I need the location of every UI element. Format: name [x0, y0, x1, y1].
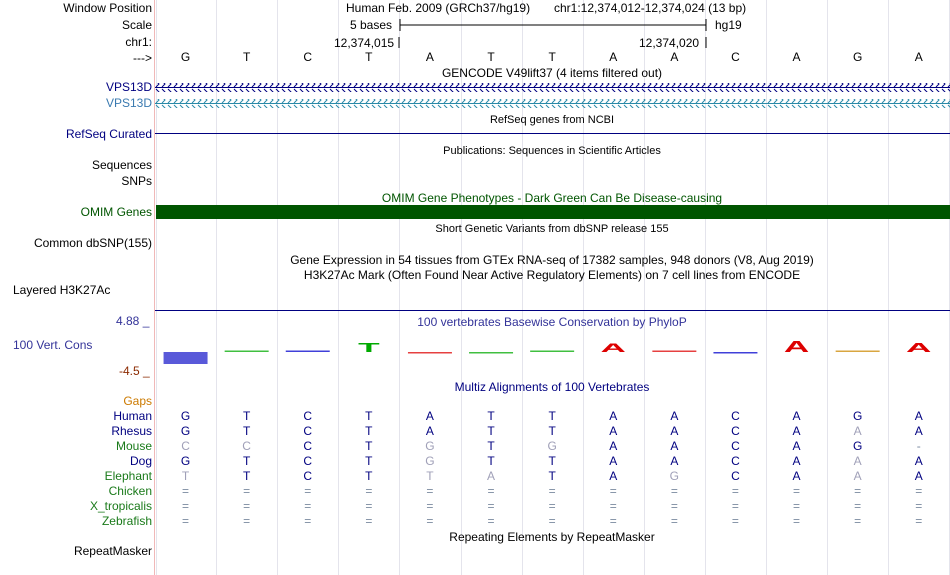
phylop-letter: A: [906, 340, 932, 355]
aligned-base: =: [426, 484, 434, 498]
aligned-base: =: [854, 499, 862, 513]
gtex-track-title: Gene Expression in 54 tissues from GTEx RNA-seq of 17382 samples, 948 donors (V8, Aug 2019): [290, 253, 814, 267]
species-label[interactable]: Rhesus: [111, 424, 152, 438]
phylop-bar: [164, 352, 208, 364]
aligned-base: A: [609, 439, 618, 453]
aligned-base: A: [914, 409, 923, 423]
aligned-base: C: [303, 469, 313, 483]
aligned-base: T: [548, 424, 556, 438]
refseq-track-title: RefSeq genes from NCBI: [489, 114, 615, 126]
ruler-pos-right: 12,374,020: [639, 36, 700, 50]
aligned-base: =: [243, 514, 251, 528]
short-variants-title: Short Genetic Variants from dbSNP release 155: [435, 223, 669, 235]
phylop-letter: A: [600, 341, 626, 355]
aligned-base: T: [365, 424, 373, 438]
aligned-base: G: [669, 469, 680, 483]
aligned-base: =: [915, 499, 923, 513]
aligned-base: A: [425, 409, 434, 423]
aligned-base: A: [914, 454, 923, 468]
aligned-base: A: [914, 469, 923, 483]
aligned-base: A: [853, 454, 862, 468]
phylop-letter: A: [783, 337, 810, 356]
aligned-base: =: [670, 484, 678, 498]
reference-base: C: [303, 50, 313, 64]
aligned-base: =: [793, 484, 801, 498]
assembly-name: Human Feb. 2009 (GRCh37/hg19): [346, 1, 531, 15]
gaps-label[interactable]: Gaps: [123, 394, 152, 408]
aligned-base: G: [547, 439, 557, 453]
h3k27ac-label[interactable]: Layered H3K27Ac: [13, 283, 111, 297]
phylop-bar: [286, 351, 330, 353]
aligned-base: T: [487, 439, 495, 453]
aligned-base: =: [304, 484, 312, 498]
scale-label: Scale: [121, 18, 152, 32]
aligned-base: =: [243, 484, 251, 498]
publications-track-title: Publications: Sequences in Scientific Articles: [443, 145, 661, 157]
aligned-base: =: [609, 484, 617, 498]
refseq-line: [155, 133, 950, 135]
aligned-base: C: [731, 439, 740, 453]
aligned-base: =: [243, 499, 251, 513]
aligned-base: A: [609, 469, 618, 483]
aligned-base: A: [609, 454, 618, 468]
species-label[interactable]: Zebrafish: [101, 514, 152, 528]
aligned-base: C: [242, 439, 251, 453]
aligned-base: =: [365, 499, 373, 513]
species-label[interactable]: Human: [113, 409, 152, 423]
aligned-base: T: [242, 424, 251, 438]
aligned-base: =: [365, 514, 373, 528]
aligned-base: =: [182, 514, 190, 528]
aligned-base: =: [670, 514, 678, 528]
reference-base: T: [548, 50, 556, 64]
phylop-bar: [530, 351, 574, 353]
aligned-base: =: [304, 514, 312, 528]
aligned-base: =: [426, 514, 434, 528]
scale-text: 5 bases: [350, 18, 393, 32]
aligned-base: C: [303, 409, 313, 423]
reference-base: T: [365, 50, 373, 64]
aligned-base: =: [182, 484, 190, 498]
aligned-base: C: [303, 439, 313, 453]
aligned-base: =: [731, 484, 739, 498]
aligned-base: =: [793, 499, 801, 513]
conservation-track-title: 100 vertebrates Basewise Conservation by PhyloP: [417, 315, 687, 329]
aligned-base: C: [731, 424, 740, 438]
aligned-base: =: [548, 484, 556, 498]
omim-track-label[interactable]: OMIM Genes: [80, 205, 152, 219]
cons-min-label: -4.5 _: [119, 364, 150, 378]
aligned-base: =: [854, 514, 862, 528]
phylop-bar: [225, 351, 269, 353]
position-range[interactable]: chr1:12,374,012-12,374,024 (13 bp): [554, 1, 747, 15]
db-label: hg19: [715, 18, 742, 32]
aligned-base: =: [426, 499, 434, 513]
phylop-bar: [408, 352, 452, 354]
aligned-base: =: [915, 484, 923, 498]
aligned-base: T: [242, 409, 251, 423]
conservation-label[interactable]: 100 Vert. Cons: [13, 338, 93, 352]
aligned-base: A: [792, 454, 801, 468]
scale-bar: [0, 0, 950, 60]
aligned-base: A: [670, 409, 679, 423]
aligned-base: =: [548, 514, 556, 528]
aligned-base: T: [242, 469, 251, 483]
aligned-base: C: [303, 424, 313, 438]
aligned-base: G: [852, 409, 863, 423]
aligned-base: =: [915, 514, 923, 528]
common-dbsnp-label[interactable]: Common dbSNP(155): [33, 236, 152, 250]
aligned-base: C: [731, 454, 740, 468]
aligned-base: A: [792, 424, 801, 438]
reference-base: A: [792, 50, 801, 64]
aligned-base: G: [180, 409, 191, 423]
aligned-base: C: [303, 454, 313, 468]
sequences-label[interactable]: Sequences: [91, 158, 152, 172]
reference-base: T: [242, 50, 251, 64]
aligned-base: =: [731, 514, 739, 528]
aligned-base: T: [487, 424, 495, 438]
aligned-base: A: [670, 454, 679, 468]
aligned-base: T: [181, 469, 190, 483]
aligned-base: C: [731, 469, 740, 483]
aligned-base: =: [182, 499, 190, 513]
aligned-base: T: [548, 454, 556, 468]
aligned-base: A: [609, 409, 618, 423]
phylop-bar: [652, 351, 696, 353]
aligned-base: A: [914, 424, 923, 438]
aligned-base: T: [548, 409, 556, 423]
aligned-base: C: [181, 439, 190, 453]
aligned-base: T: [242, 454, 251, 468]
aligned-base: A: [792, 409, 801, 423]
aligned-base: G: [425, 454, 435, 468]
aligned-base: T: [365, 454, 373, 468]
aligned-base: T: [487, 409, 495, 423]
aligned-base: T: [487, 454, 495, 468]
aligned-base: =: [670, 499, 678, 513]
aligned-base: G: [852, 439, 863, 453]
aligned-base: =: [487, 484, 495, 498]
cons-max-label: 4.88 _: [116, 314, 150, 328]
strand-label: --->: [133, 51, 152, 65]
species-label[interactable]: X_tropicalis: [89, 499, 152, 513]
reference-base: G: [180, 50, 191, 64]
aligned-base: -: [916, 439, 921, 453]
multiz-track-title: Multiz Alignments of 100 Vertebrates: [454, 380, 650, 394]
reference-base: A: [914, 50, 923, 64]
aligned-base: A: [792, 439, 801, 453]
aligned-base: =: [487, 514, 495, 528]
phylop-bar: [836, 351, 880, 353]
reference-base: C: [731, 50, 740, 64]
refseq-track-label[interactable]: RefSeq Curated: [65, 127, 152, 141]
aligned-base: T: [365, 409, 373, 423]
aligned-base: A: [670, 439, 679, 453]
aligned-base: A: [425, 424, 434, 438]
species-label[interactable]: Elephant: [104, 469, 152, 483]
h3k27ac-baseline: [155, 310, 950, 312]
reference-base: T: [487, 50, 495, 64]
aligned-base: T: [548, 469, 556, 483]
aligned-base: =: [365, 484, 373, 498]
aligned-base: C: [731, 409, 740, 423]
aligned-base: G: [425, 439, 435, 453]
snps-label[interactable]: SNPs: [121, 174, 152, 188]
gene-vps13d-1[interactable]: VPS13D: [105, 80, 152, 94]
phylop-logo: [155, 330, 950, 370]
aligned-base: =: [793, 514, 801, 528]
reference-base: A: [670, 50, 679, 64]
aligned-base: =: [731, 499, 739, 513]
aligned-base: =: [609, 499, 617, 513]
omim-gene-bar[interactable]: [156, 205, 950, 219]
species-label[interactable]: Dog: [129, 454, 152, 468]
repeatmasker-track-title: Repeating Elements by RepeatMasker: [449, 530, 655, 544]
gencode-gene-arrows[interactable]: [155, 80, 950, 110]
omim-track-title: OMIM Gene Phenotypes - Dark Green Can Be Disease-causing: [381, 191, 723, 205]
aligned-base: T: [365, 439, 373, 453]
phylop-bar: [469, 352, 513, 354]
gencode-track-title: GENCODE V49lift37 (4 items filtered out): [441, 66, 663, 80]
chrom-label: chr1:: [125, 35, 152, 49]
reference-base: A: [609, 50, 618, 64]
h3k27ac-track-title: H3K27Ac Mark (Often Found Near Active Regulatory Elements) on 7 cell lines from ENCODE: [303, 268, 801, 282]
aligned-base: =: [548, 499, 556, 513]
reference-base: A: [425, 50, 434, 64]
phylop-letter: T: [358, 340, 380, 355]
aligned-base: A: [670, 424, 679, 438]
ruler-pos-left: 12,374,015: [334, 36, 395, 50]
aligned-base: A: [792, 469, 801, 483]
species-label[interactable]: Mouse: [115, 439, 152, 453]
aligned-base: T: [426, 469, 434, 483]
aligned-base: G: [180, 424, 191, 438]
aligned-base: =: [854, 484, 862, 498]
reference-base: G: [852, 50, 863, 64]
aligned-base: =: [304, 499, 312, 513]
aligned-base: =: [487, 499, 495, 513]
aligned-base: A: [853, 469, 862, 483]
species-label[interactable]: Chicken: [108, 484, 152, 498]
repeatmasker-label[interactable]: RepeatMasker: [73, 544, 152, 558]
gene-vps13d-2[interactable]: VPS13D: [105, 96, 152, 110]
aligned-base: A: [609, 424, 618, 438]
aligned-base: T: [365, 469, 373, 483]
aligned-base: A: [853, 424, 862, 438]
aligned-base: =: [609, 514, 617, 528]
aligned-base: A: [487, 469, 496, 483]
phylop-bar: [713, 352, 757, 354]
window-position-label: Window Position: [63, 1, 152, 15]
aligned-base: G: [180, 454, 191, 468]
